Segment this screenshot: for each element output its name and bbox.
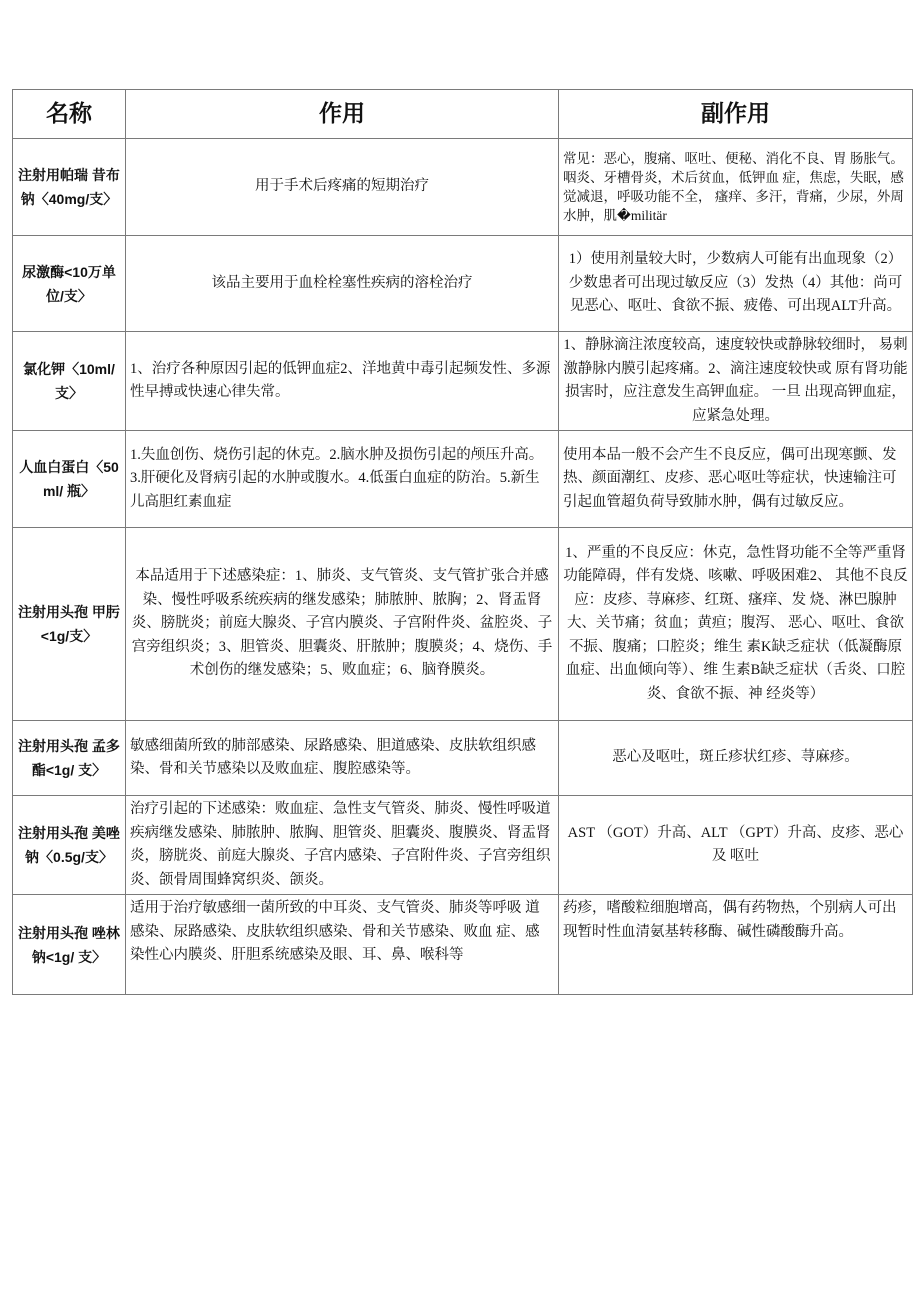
drug-name-cell: 氯化钾〈10ml/ 支〉 [13,332,126,431]
header-side-effects: 副作用 [559,90,913,139]
table-row [13,332,913,431]
header-row [13,90,913,139]
drug-name-cell: 注射用头孢 美唑钠〈0.5g/支〉 [13,796,126,895]
drug-name-cell: 注射用头孢 唑林钠<1g/ 支〉 [13,895,126,995]
table-row [13,895,913,995]
side-effects-cell: 恶心及呕吐，斑丘疹状红疹、荨麻疹。 [559,721,913,796]
side-effects-cell: 1、严重的不良反应：休克，急性肾功能不全等严重肾功能障碍，伴有发烧、咳嗽、呼吸困难2、 其他不良反应：皮疹、荨麻疹、红斑、瘙痒、发 烧、淋巴腺肿大、关节痛；贫血；黄疸；腹泻、 恶心、呕吐、食欲不振、腹痛；口腔炎；维生 素K缺乏症状（低凝酶原血症、出血倾向等）、维 生素B缺乏症状（舌炎、口腔炎、食欲不振、神 经炎等） [559,528,913,721]
side-effects-cell: 常见：恶心，腹痛、呕吐、便秘、消化不良、胃 肠胀气。咽炎、牙槽骨炎，术后贫血，低钾血 症，焦虑，失眠，感觉减退，呼吸功能不全， 瘙痒、多汗，背痛，少尿，外周水肿，肌�militär [559,139,913,236]
table-row [13,721,913,796]
table-row [13,431,913,528]
drug-name-cell: 注射用帕瑞 昔布钠〈40mg/支〉 [13,139,126,236]
drug-table [12,89,913,995]
table-row [13,236,913,332]
drug-use-cell: 敏感细菌所致的肺部感染、尿路感染、胆道感染、皮肤软组织感染、骨和关节感染以及败血症、腹腔感染等。 [126,721,559,796]
drug-name-cell: 注射用头孢 孟多酯<1g/ 支〉 [13,721,126,796]
header-name: 名称 [13,90,126,139]
drug-name-cell: 尿激酶<10万单位/支〉 [13,236,126,332]
drug-use-cell: 1、治疗各种原因引起的低钾血症2、洋地黄中毒引起频发性、多源性早搏或快速心律失常。 [126,332,559,431]
drug-name-cell: 人血白蛋白〈50ml/ 瓶〉 [13,431,126,528]
table-row [13,796,913,895]
side-effects-cell: 1）使用剂量较大时，少数病人可能有出血现象（2）少数患者可出现过敏反应（3）发热（4）其他：尚可见恶心、呕吐、食欲不振、疲倦、可出现ALT升高。 [559,236,913,332]
drug-name-cell: 注射用头孢 甲肟<1g/支〉 [13,528,126,721]
drug-use-cell: 适用于治疗敏感细一菌所致的中耳炎、支气管炎、肺炎等呼吸 道感染、尿路感染、皮肤软组织感染、骨和关节感染、败血 症、感染性心内膜炎、肝胆系统感染及眼、耳、鼻、喉科等 [126,895,559,995]
side-effects-cell: 药疹，嗜酸粒细胞增高，偶有药物热，个别病人可出现暂时性血清氨基转移酶、碱性磷酸酶升高。 [559,895,913,995]
drug-use-cell: 治疗引起的下述感染：败血症、急性支气管炎、肺炎、慢性呼吸道疾病继发感染、肺脓肿、脓胸、胆管炎、胆囊炎、腹膜炎、肾盂肾炎，膀胱炎、前庭大腺炎、子宫内感染、子宫附件炎、子宫旁组织炎、颌骨周围蜂窝织炎、颌炎。 [126,796,559,895]
side-effects-cell: AST （GOT）升高、ALT （GPT）升高、皮疹、恶心及 呕吐 [559,796,913,895]
table-row [13,139,913,236]
drug-use-cell: 1.失血创伤、烧伤引起的休克。2.脑水肿及损伤引起的颅压升高。3.肝硬化及肾病引起的水肿或腹水。4.低蛋白血症的防治。5.新生儿高胆红素血症 [126,431,559,528]
header-use: 作用 [126,90,559,139]
side-effects-cell: 使用本品一般不会产生不良反应，偶可出现寒颤、发热、颜面潮红、皮疹、恶心呕吐等症状，快速输注可引起血管超负荷导致肺水肿，偶有过敏反应。 [559,431,913,528]
side-effects-cell: 1、静脉滴注浓度较高，速度较快或静脉较细时， 易刺激静脉内膜引起疼痛。2、滴注速度较快或 原有肾功能损害时，应注意发生高钾血症。 一旦 出现高钾血症，应紧急处理。 [559,332,913,431]
drug-use-cell: 该品主要用于血栓栓塞性疾病的溶栓治疗 [126,236,559,332]
drug-use-cell: 本品适用于下述感染症：1、肺炎、支气管炎、支气管扩张合并感染、慢性呼吸系统疾病的继发感染；肺脓肿、脓胸；2、肾盂肾炎、膀胱炎；前庭大腺炎、子宫内膜炎、子宫附件炎、盆腔炎、子宫旁组织炎；3、胆管炎、胆囊炎、肝脓肿；腹膜炎；4、烧伤、手术创伤的继发感染；5、败血症；6、脑脊膜炎。 [126,528,559,721]
table-row [13,528,913,721]
drug-use-cell: 用于手术后疼痛的短期治疗 [126,139,559,236]
